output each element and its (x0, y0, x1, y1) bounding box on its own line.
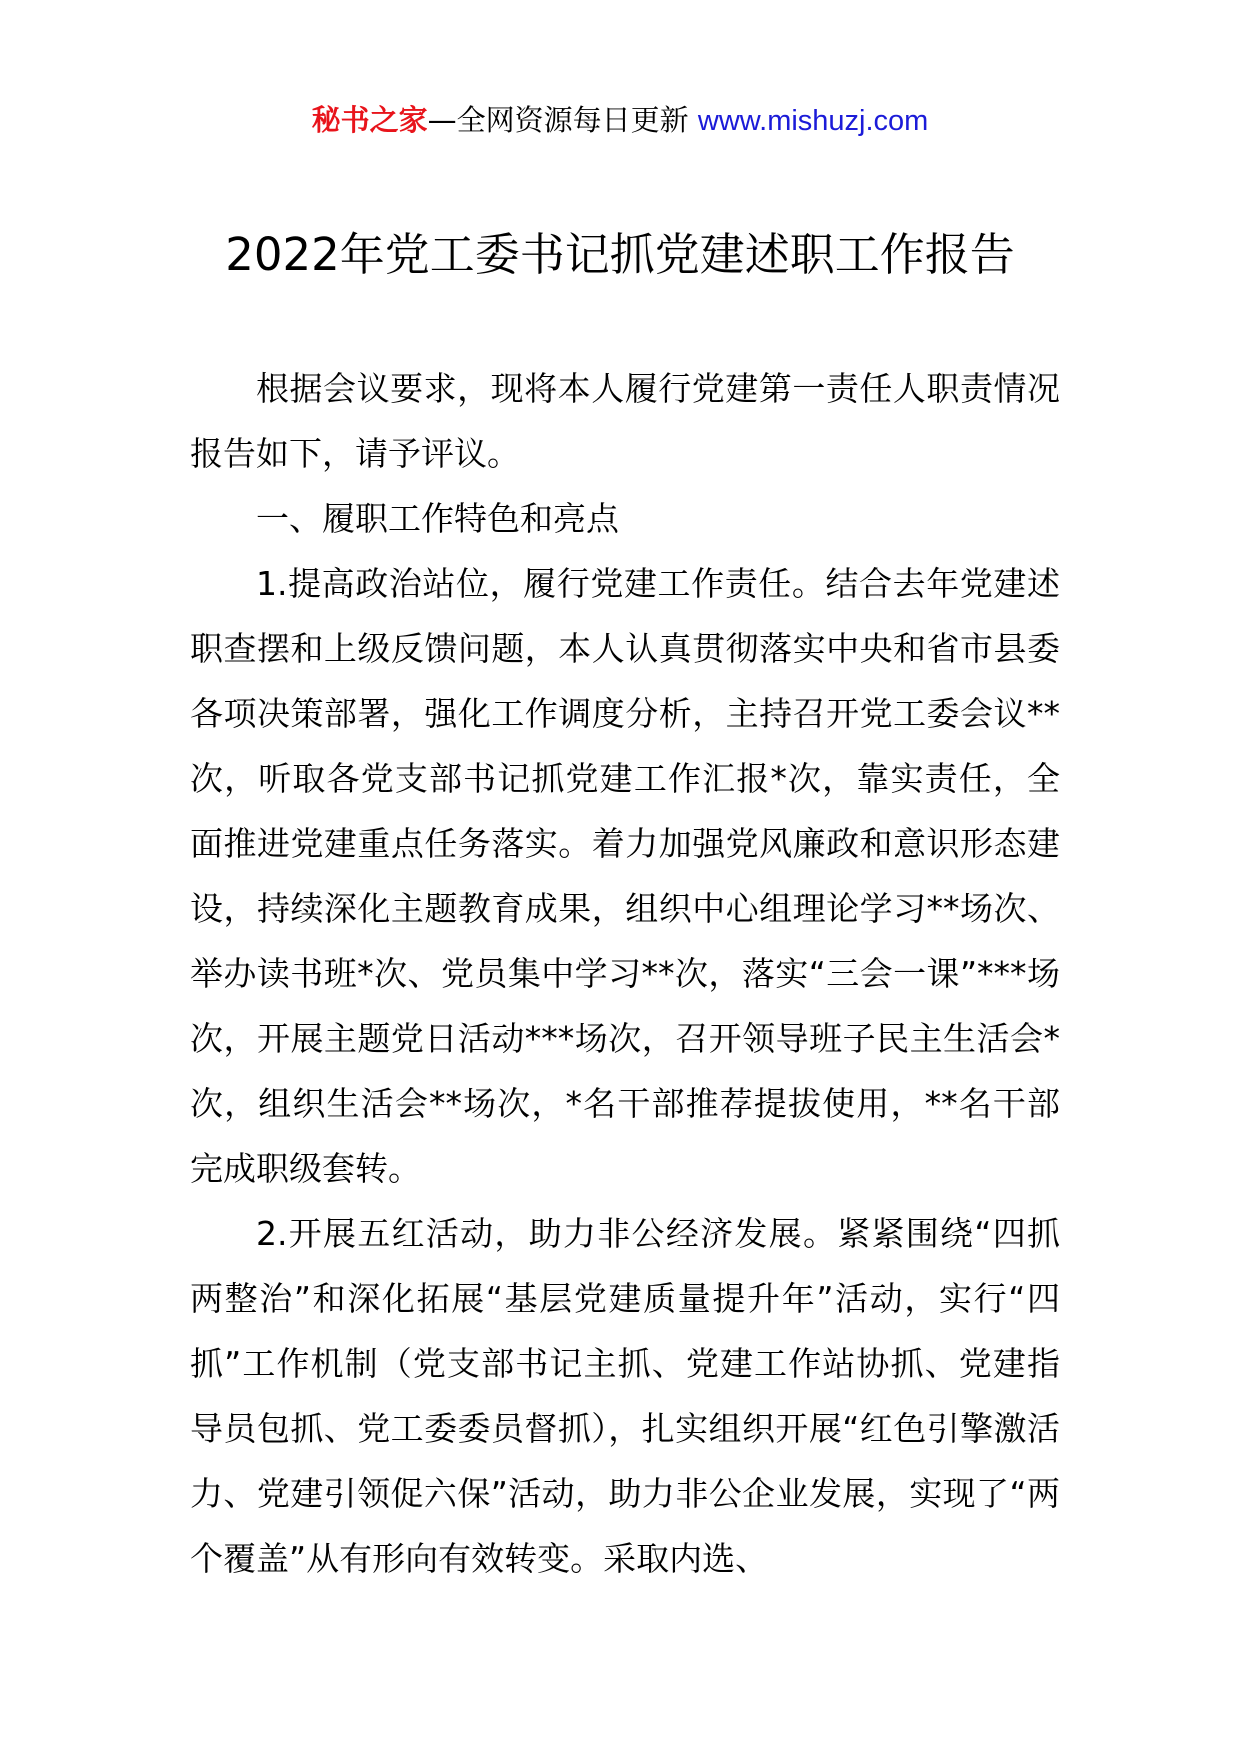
body-paragraph-1: 1.提高政治站位，履行党建工作责任。结合去年党建述职查摆和上级反馈问题，本人认真贯彻落实中央和省市县委各项决策部署，强化工作调度分析，主持召开党工委会议**次，听取各党支部书记抓党建工作汇报*次，靠实责任，全面推进党建重点任务落实。着力加强党风廉政和意识形态建设，持续深化主题教育成果，组织中心组理论学习**场次、举办读书班*次、党员集中学习**次，落实“三会一课”***场次，开展主题党日活动***场次，召开领导班子民主生活会*次，组织生活会**场次，*名干部推荐提拔使用，**名干部完成职级套转。 (190, 564, 1060, 1188)
brand-name: 秘书之家 (311, 103, 428, 137)
header-slogan: —全网资源每日更新 (427, 103, 689, 137)
section-heading: 一、履职工作特色和亮点 (256, 499, 619, 538)
intro-paragraph: 根据会议要求，现将本人履行党建第一责任人职责情况报告如下，请予评议。 (190, 369, 1060, 473)
document-body (190, 356, 1060, 1591)
site-url-link[interactable]: www.mishuzj.com (697, 105, 929, 137)
body-paragraph-2: 2.开展五红活动，助力非公经济发展。紧紧围绕“四抓两整治”和深化拓展“基层党建质量提升年”活动，实行“四抓”工作机制（党支部书记主抓、党建工作站协抓、党建指导员包抓、党工委委员督抓），扎实组织开展“红色引擎激活力、党建引领促六保”活动，助力非公企业发展，实现了“两个覆盖”从有形向有效转变。采取内选、 (190, 1214, 1060, 1578)
site-header (0, 100, 1240, 141)
document-title: 2022年党工委书记抓党建述职工作报告 (225, 228, 1015, 281)
